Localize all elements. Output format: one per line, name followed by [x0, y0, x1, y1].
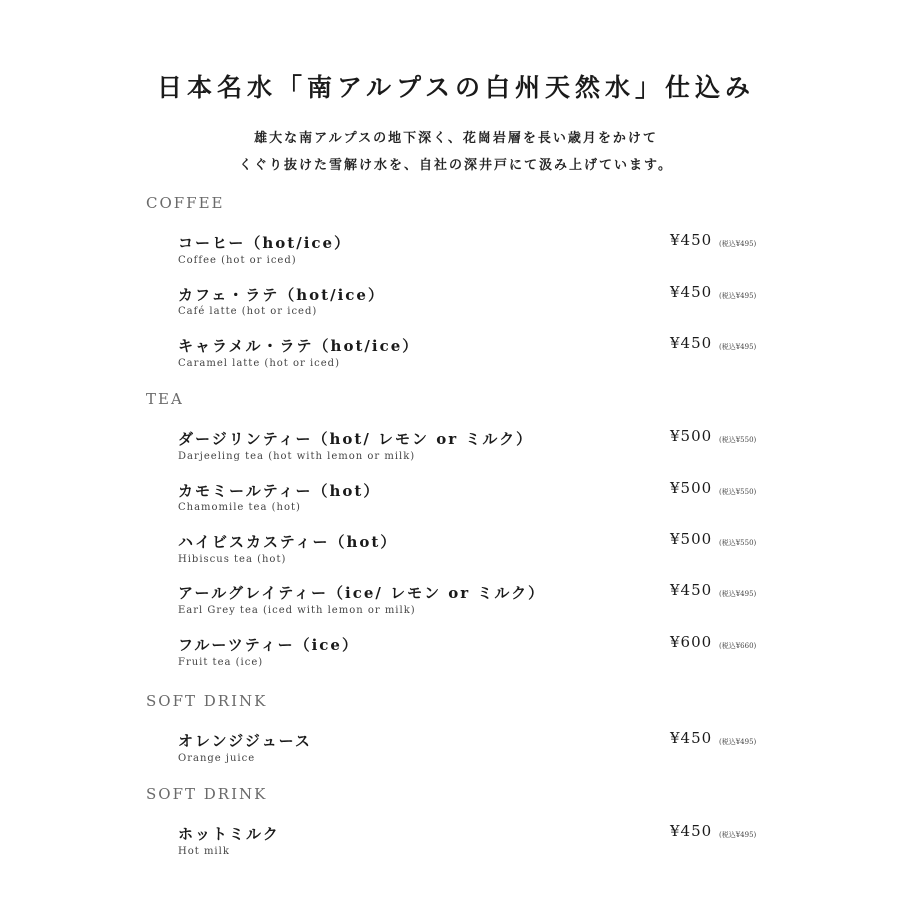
- menu-item-name: アールグレイティー（ice/ レモン or ミルク）: [178, 584, 546, 602]
- menu-item-english: Hot milk: [178, 846, 230, 857]
- menu-item-price: ¥500: [670, 479, 713, 497]
- menu-item-name: カフェ・ラテ（hot/ice）: [178, 286, 385, 304]
- menu-item-english: Caramel latte (hot or iced): [178, 358, 340, 369]
- section-label-coffee: COFFEE: [146, 194, 225, 212]
- menu-item-price: ¥450: [670, 283, 713, 301]
- menu-item-tax-price: (税込¥550): [719, 488, 757, 496]
- menu-item-tax-price: (税込¥660): [719, 642, 757, 650]
- menu-item-name: キャラメル・ラテ（hot/ice）: [178, 337, 420, 355]
- section-label-soft-drink: SOFT DRINK: [146, 692, 268, 710]
- menu-item-price: ¥450: [670, 334, 713, 352]
- menu-item-price: ¥450: [670, 581, 713, 599]
- intro-line-1: 雄大な南アルプスの地下深く、花崗岩層を長い歳月をかけて: [254, 131, 658, 146]
- menu-item-name: カモミールティー（hot）: [178, 482, 381, 500]
- page-title: 日本名水「南アルプスの白州天然水」仕込み: [156, 73, 755, 102]
- menu-item-english: Darjeeling tea (hot with lemon or milk): [178, 451, 416, 462]
- menu-item-english: Fruit tea (ice): [178, 657, 264, 668]
- menu-item-tax-price: (税込¥495): [719, 590, 757, 598]
- menu-item-price: ¥500: [670, 427, 713, 445]
- menu-item-price: ¥500: [670, 530, 713, 548]
- menu-item-name: ダージリンティー（hot/ レモン or ミルク）: [178, 430, 534, 448]
- menu-item-tax-price: (税込¥495): [719, 831, 757, 839]
- menu-item-name: コーヒー（hot/ice）: [178, 234, 352, 252]
- menu-item-tax-price: (税込¥495): [719, 343, 757, 351]
- menu-item-english: Orange juice: [178, 753, 256, 764]
- menu-item-price: ¥450: [670, 231, 713, 249]
- menu-item-english: Chamomile tea (hot): [178, 502, 301, 513]
- menu-item-tax-price: (税込¥495): [719, 292, 757, 300]
- menu-item-tax-price: (税込¥550): [719, 539, 757, 547]
- menu-item-tax-price: (税込¥495): [719, 738, 757, 746]
- menu-item-tax-price: (税込¥495): [719, 240, 757, 248]
- menu-item-name: ホットミルク: [178, 825, 280, 843]
- menu-item-tax-price: (税込¥550): [719, 436, 757, 444]
- menu-item-price: ¥600: [670, 633, 713, 651]
- menu-item-english: Hibiscus tea (hot): [178, 554, 287, 565]
- menu-item-price: ¥450: [670, 822, 713, 840]
- menu-item-price: ¥450: [670, 729, 713, 747]
- intro-line-2: くぐり抜けた雪解け水を、自社の深井戸にて汲み上げています。: [239, 158, 673, 173]
- menu-item-english: Coffee (hot or iced): [178, 255, 297, 266]
- menu-item-english: Café latte (hot or iced): [178, 306, 318, 317]
- menu-item-name: ハイビスカスティー（hot）: [178, 533, 398, 551]
- menu-item-english: Earl Grey tea (iced with lemon or milk): [178, 605, 416, 616]
- section-label-soft-drink-2: SOFT DRINK: [146, 785, 268, 803]
- section-label-tea: TEA: [146, 390, 184, 408]
- menu-item-name: フルーツティー（ice）: [178, 636, 359, 654]
- menu-item-name: オレンジジュース: [178, 732, 312, 750]
